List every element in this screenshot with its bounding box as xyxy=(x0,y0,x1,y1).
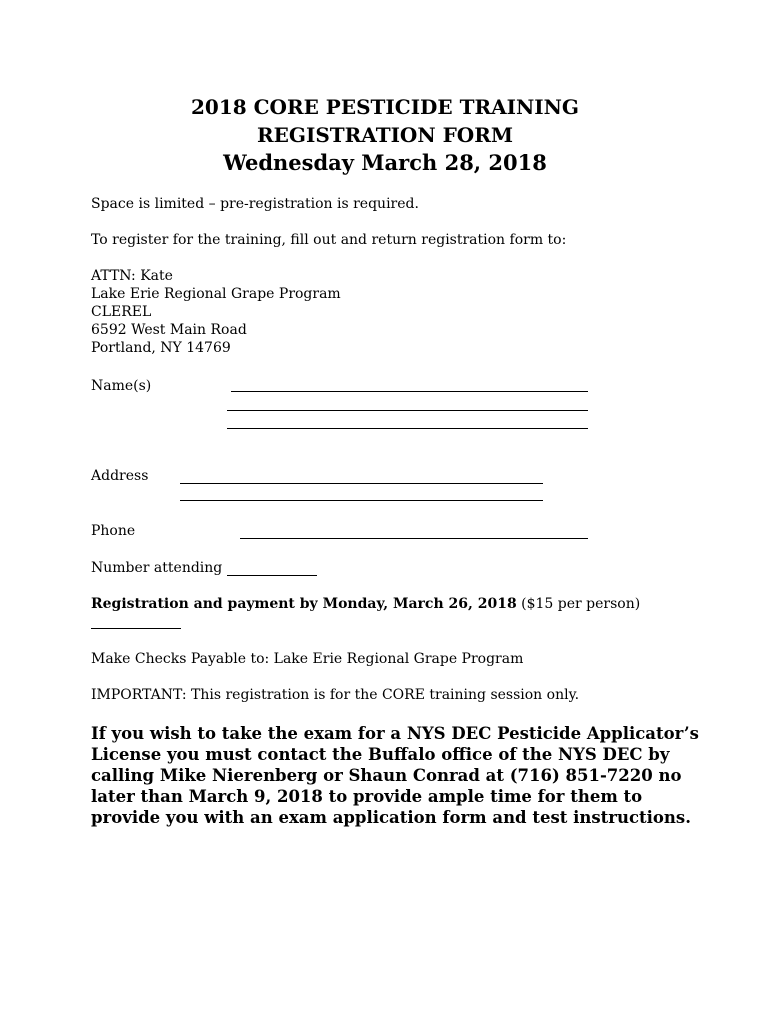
address-field-line-2[interactable] xyxy=(180,500,543,501)
payment-deadline-bold: Registration and payment by Monday, March 26, 2018 xyxy=(91,596,517,612)
address-street: 6592 West Main Road xyxy=(91,322,247,338)
payment-amount-field-line[interactable] xyxy=(91,628,181,629)
address-attn: ATTN: Kate xyxy=(91,268,173,284)
address-field-line-1[interactable] xyxy=(180,483,543,484)
space-limited-notice: Space is limited – pre-registration is required. xyxy=(91,196,419,212)
exam-notice: If you wish to take the exam for a NYS DEC Pesticide Applicator’s License you must contact the Buffalo office of the NYS DEC by calling Mike Nierenberg or Shaun Conrad at (716) 851-7220 no later than March 9, 2018 to provide ample time for them to provide you with an exam application form and test instructions. xyxy=(91,724,699,827)
form-title-line-1: 2018 CORE PESTICIDE TRAINING xyxy=(191,95,579,119)
names-label: Name(s) xyxy=(91,378,152,394)
names-field-line-1[interactable] xyxy=(231,391,588,392)
names-field-line-3[interactable] xyxy=(227,428,588,429)
form-title-line-2: REGISTRATION FORM xyxy=(257,123,513,147)
registration-instructions: To register for the training, fill out and return registration form to: xyxy=(91,232,567,248)
phone-label: Phone xyxy=(91,523,136,539)
names-field-line-2[interactable] xyxy=(227,410,588,411)
fee-per-person: ($15 per person) xyxy=(521,596,641,612)
number-attending-label: Number attending xyxy=(91,560,223,576)
important-note: IMPORTANT: This registration is for the CORE training session only. xyxy=(91,687,580,703)
event-date-heading: Wednesday March 28, 2018 xyxy=(223,150,547,175)
address-label: Address xyxy=(91,468,149,484)
address-unit: CLEREL xyxy=(91,304,152,320)
address-city: Portland, NY 14769 xyxy=(91,340,231,356)
number-attending-field-line[interactable] xyxy=(227,575,317,576)
checks-payable-note: Make Checks Payable to: Lake Erie Regional Grape Program xyxy=(91,651,524,667)
address-organization: Lake Erie Regional Grape Program xyxy=(91,286,341,302)
payment-deadline xyxy=(91,595,640,613)
phone-field-line[interactable] xyxy=(240,538,588,539)
